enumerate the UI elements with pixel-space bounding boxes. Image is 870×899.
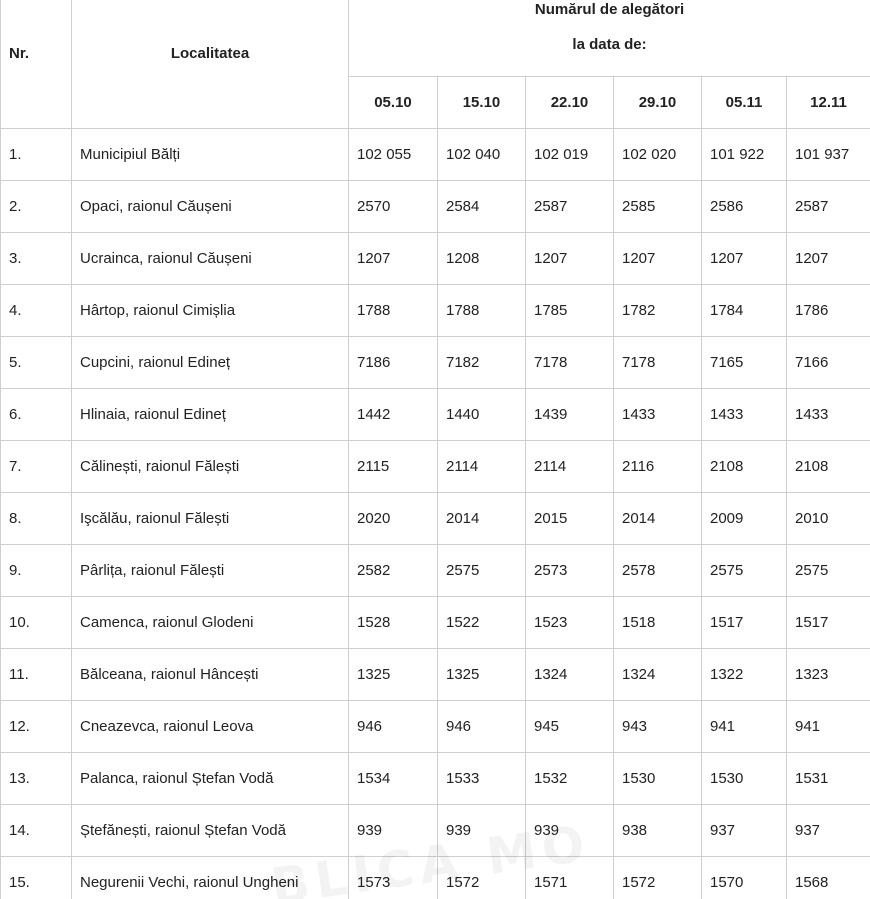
- table-row: [1, 805, 870, 857]
- table-body: [1, 129, 870, 899]
- cell-voter-count: 1324: [614, 649, 702, 701]
- cell-voter-count: 1571: [526, 857, 614, 899]
- cell-voter-count: 1788: [349, 285, 438, 337]
- table-row: [1, 545, 870, 597]
- cell-nr: 3.: [1, 233, 72, 285]
- cell-voter-count: 102 019: [526, 129, 614, 181]
- cell-voter-count: 1433: [787, 389, 870, 441]
- table-row: [1, 597, 870, 649]
- cell-voter-count: 2114: [526, 441, 614, 493]
- cell-voter-count: 941: [702, 701, 787, 753]
- cell-voter-count: 1207: [614, 233, 702, 285]
- header-date: 15.10: [438, 77, 526, 129]
- cell-voter-count: 1439: [526, 389, 614, 441]
- header-voters-subtitle: la data de:: [572, 36, 647, 53]
- cell-voter-count: 937: [787, 805, 870, 857]
- cell-voter-count: 2586: [702, 181, 787, 233]
- cell-locality: Negurenii Vechi, raionul Ungheni: [72, 857, 349, 899]
- table-row: [1, 389, 870, 441]
- cell-voter-count: 2015: [526, 493, 614, 545]
- cell-voter-count: 1433: [702, 389, 787, 441]
- cell-voter-count: 1784: [702, 285, 787, 337]
- cell-locality: Opaci, raionul Căușeni: [72, 181, 349, 233]
- cell-voter-count: 1517: [702, 597, 787, 649]
- cell-locality: Hârtop, raionul Cimișlia: [72, 285, 349, 337]
- cell-voter-count: 1442: [349, 389, 438, 441]
- header-date: 05.10: [349, 77, 438, 129]
- cell-nr: 2.: [1, 181, 72, 233]
- header-voters-group: [349, 0, 870, 77]
- cell-voter-count: 1207: [787, 233, 870, 285]
- cell-voter-count: 941: [787, 701, 870, 753]
- cell-nr: 7.: [1, 441, 72, 493]
- cell-voter-count: 1573: [349, 857, 438, 899]
- header-locality: Localitatea: [72, 0, 349, 129]
- cell-voter-count: 1785: [526, 285, 614, 337]
- cell-voter-count: 1532: [526, 753, 614, 805]
- cell-voter-count: 2578: [614, 545, 702, 597]
- cell-voter-count: 1782: [614, 285, 702, 337]
- table-row: [1, 129, 870, 181]
- cell-voter-count: 2575: [702, 545, 787, 597]
- cell-voter-count: 1518: [614, 597, 702, 649]
- table-row: [1, 285, 870, 337]
- cell-voter-count: 2014: [614, 493, 702, 545]
- cell-voter-count: 7165: [702, 337, 787, 389]
- cell-voter-count: 1528: [349, 597, 438, 649]
- cell-voter-count: 7178: [614, 337, 702, 389]
- cell-voter-count: 2108: [702, 441, 787, 493]
- cell-voter-count: 1433: [614, 389, 702, 441]
- table-row: [1, 649, 870, 701]
- cell-voter-count: 1533: [438, 753, 526, 805]
- cell-locality: Işcălău, raionul Fălești: [72, 493, 349, 545]
- cell-nr: 12.: [1, 701, 72, 753]
- table-row: [1, 753, 870, 805]
- cell-voter-count: 7182: [438, 337, 526, 389]
- cell-locality: Călinești, raionul Fălești: [72, 441, 349, 493]
- cell-voter-count: 2114: [438, 441, 526, 493]
- cell-nr: 8.: [1, 493, 72, 545]
- cell-voter-count: 1572: [438, 857, 526, 899]
- cell-voter-count: 101 922: [702, 129, 787, 181]
- cell-voter-count: 1572: [614, 857, 702, 899]
- cell-voter-count: 1517: [787, 597, 870, 649]
- header-nr: Nr.: [1, 0, 72, 129]
- cell-voter-count: 1530: [702, 753, 787, 805]
- cell-locality: Cneazevca, raionul Leova: [72, 701, 349, 753]
- cell-voter-count: 1208: [438, 233, 526, 285]
- cell-nr: 14.: [1, 805, 72, 857]
- cell-locality: Ucrainca, raionul Căușeni: [72, 233, 349, 285]
- cell-voter-count: 2108: [787, 441, 870, 493]
- cell-voter-count: 2587: [526, 181, 614, 233]
- table-row: [1, 441, 870, 493]
- cell-voter-count: 1523: [526, 597, 614, 649]
- cell-locality: Palanca, raionul Ștefan Vodă: [72, 753, 349, 805]
- cell-nr: 10.: [1, 597, 72, 649]
- cell-voter-count: 2570: [349, 181, 438, 233]
- cell-voter-count: 1788: [438, 285, 526, 337]
- cell-voter-count: 1325: [438, 649, 526, 701]
- cell-locality: Pârlița, raionul Fălești: [72, 545, 349, 597]
- cell-voter-count: 102 055: [349, 129, 438, 181]
- cell-voter-count: 939: [349, 805, 438, 857]
- cell-voter-count: 102 040: [438, 129, 526, 181]
- table-row: [1, 701, 870, 753]
- cell-voter-count: 1786: [787, 285, 870, 337]
- cell-locality: Bălceana, raionul Hâncești: [72, 649, 349, 701]
- cell-voter-count: 1534: [349, 753, 438, 805]
- cell-voter-count: 2009: [702, 493, 787, 545]
- cell-voter-count: 1322: [702, 649, 787, 701]
- cell-voter-count: 1568: [787, 857, 870, 899]
- header-date: 12.11: [787, 77, 870, 129]
- cell-voter-count: 945: [526, 701, 614, 753]
- table-row: [1, 337, 870, 389]
- cell-voter-count: 2575: [438, 545, 526, 597]
- cell-locality: Ștefănești, raionul Ștefan Vodă: [72, 805, 349, 857]
- cell-voter-count: 2010: [787, 493, 870, 545]
- table-row: [1, 493, 870, 545]
- cell-voter-count: 1207: [702, 233, 787, 285]
- cell-voter-count: 946: [349, 701, 438, 753]
- cell-voter-count: 1207: [349, 233, 438, 285]
- cell-nr: 6.: [1, 389, 72, 441]
- cell-nr: 4.: [1, 285, 72, 337]
- cell-voter-count: 7186: [349, 337, 438, 389]
- cell-voter-count: 943: [614, 701, 702, 753]
- cell-nr: 5.: [1, 337, 72, 389]
- cell-voter-count: 102 020: [614, 129, 702, 181]
- cell-locality: Hlinaia, raionul Edineț: [72, 389, 349, 441]
- cell-voter-count: 1522: [438, 597, 526, 649]
- cell-voter-count: 2115: [349, 441, 438, 493]
- cell-voter-count: 946: [438, 701, 526, 753]
- cell-voter-count: 7166: [787, 337, 870, 389]
- cell-voter-count: 2584: [438, 181, 526, 233]
- cell-voter-count: 1325: [349, 649, 438, 701]
- cell-voter-count: 2573: [526, 545, 614, 597]
- cell-nr: 15.: [1, 857, 72, 899]
- table-row: [1, 857, 870, 899]
- cell-voter-count: 1531: [787, 753, 870, 805]
- cell-voter-count: 1530: [614, 753, 702, 805]
- table-row: [1, 181, 870, 233]
- cell-voter-count: 2582: [349, 545, 438, 597]
- cell-voter-count: 1440: [438, 389, 526, 441]
- cell-voter-count: 2116: [614, 441, 702, 493]
- header-date: 29.10: [614, 77, 702, 129]
- cell-voter-count: 1324: [526, 649, 614, 701]
- cell-voter-count: 938: [614, 805, 702, 857]
- cell-nr: 9.: [1, 545, 72, 597]
- cell-locality: Municipiul Bălți: [72, 129, 349, 181]
- cell-voter-count: 1323: [787, 649, 870, 701]
- cell-voter-count: 101 937: [787, 129, 870, 181]
- cell-voter-count: 2014: [438, 493, 526, 545]
- cell-voter-count: 1570: [702, 857, 787, 899]
- header-date: 22.10: [526, 77, 614, 129]
- cell-voter-count: 2575: [787, 545, 870, 597]
- table-row: [1, 233, 870, 285]
- cell-voter-count: 2585: [614, 181, 702, 233]
- cell-nr: 13.: [1, 753, 72, 805]
- cell-voter-count: 939: [526, 805, 614, 857]
- cell-voter-count: 2587: [787, 181, 870, 233]
- cell-nr: 11.: [1, 649, 72, 701]
- header-voters-title: Numărul de alegători: [534, 1, 685, 18]
- cell-locality: Cupcini, raionul Edineț: [72, 337, 349, 389]
- cell-nr: 1.: [1, 129, 72, 181]
- cell-voter-count: 937: [702, 805, 787, 857]
- cell-voter-count: 2020: [349, 493, 438, 545]
- cell-locality: Camenca, raionul Glodeni: [72, 597, 349, 649]
- header-date: 05.11: [702, 77, 787, 129]
- cell-voter-count: 7178: [526, 337, 614, 389]
- cell-voter-count: 939: [438, 805, 526, 857]
- cell-voter-count: 1207: [526, 233, 614, 285]
